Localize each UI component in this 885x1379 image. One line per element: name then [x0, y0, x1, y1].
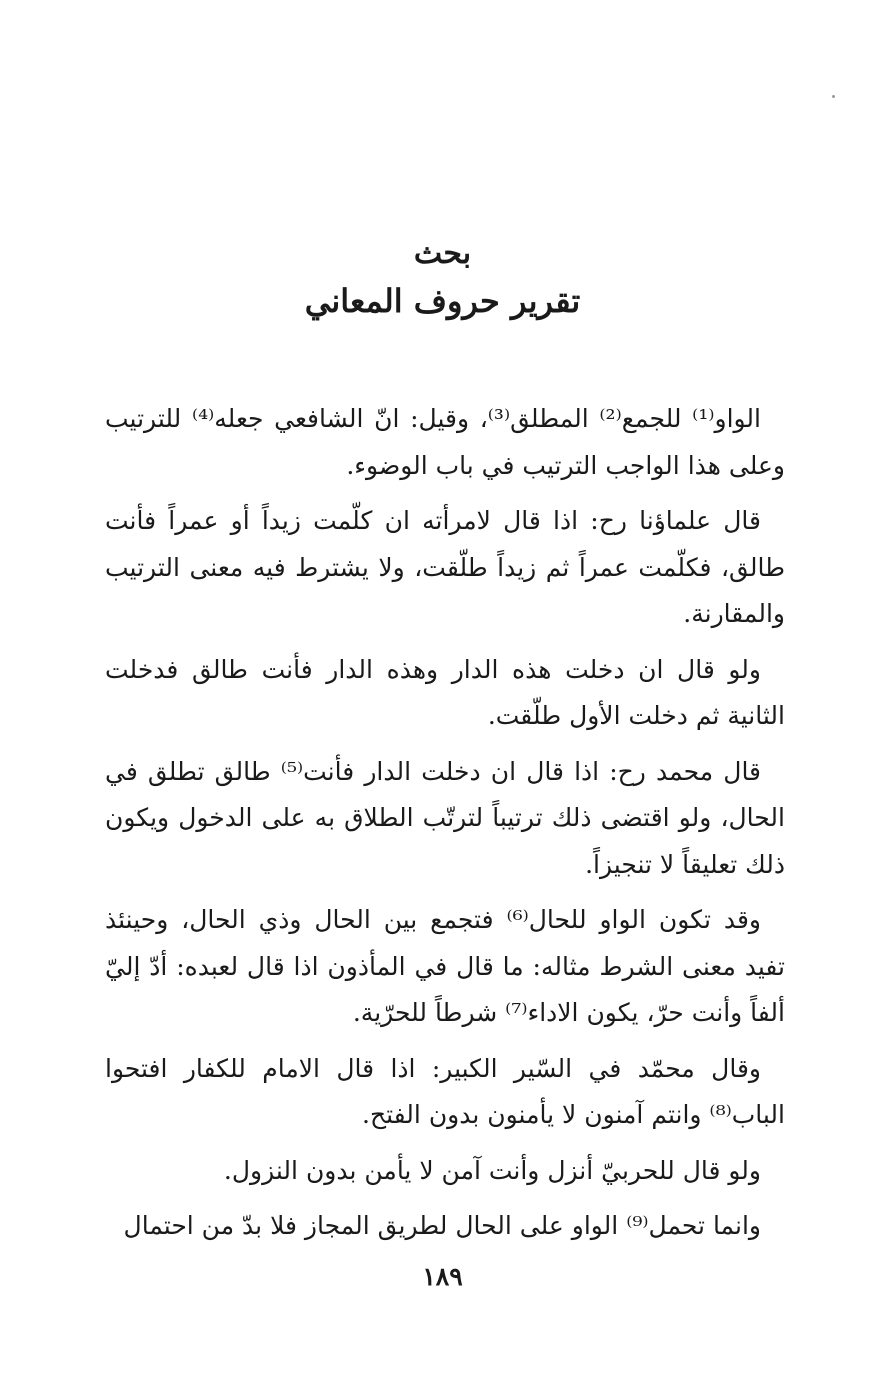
scan-speck [832, 95, 835, 98]
paragraph-3: ولو قال ان دخلت هذه الدار وهذه الدار فأنت طالق فدخلت الثانية ثم دخلت الأول طلّقت. [105, 654, 785, 730]
paragraph-7: ولو قال للحربيّ أنزل وأنت آمن لا يأمن بدون النزول. [223, 1155, 761, 1185]
paragraph-6: وقال محمّد في السّير الكبير: اذا قال الامام للكفار افتحوا الباب⁽⁸⁾ وانتم آمنون لا يأمنون بدون الفتح. [105, 1053, 785, 1129]
paragraph-4: قال محمد رح: اذا قال ان دخلت الدار فأنت⁽⁵⁾ طالق تطلق في الحال، ولو اقتضى ذلك ترتيباً لترتّب الطلاق به على الدخول ويكون ذلك تعليقاً لا تنجيزاً. [105, 756, 785, 879]
paragraph-8: وانما تحمل⁽⁹⁾ الواو على الحال لطريق المجاز فلا بدّ من احتمال [123, 1211, 761, 1240]
page-number: ١٨٩ [422, 1262, 463, 1291]
paragraph-5: وقد تكون الواو للحال⁽⁶⁾ فتجمع بين الحال وذي الحال، وحينئذ تفيد معنى الشرط مثاله: ما قال في المأذون اذا قال لعبده: أدّ إليّ ألفاً وأنت حرّ، يكون الاداء⁽⁷⁾ شرطاً للحرّية. [105, 905, 785, 1027]
section-title: تقرير حروف المعاني [304, 282, 581, 320]
paragraph-1: الواو⁽¹⁾ للجمع⁽²⁾ المطلق⁽³⁾، وقيل: انّ الشافعي جعله⁽⁴⁾ للترتيب وعلى هذا الواجب الترتيب في باب الوضوء. [105, 404, 785, 480]
paragraph-2: قال علماؤنا رح: اذا قال لامرأته ان كلّمت زيداً أو عمراً فأنت طالق، فكلّمت عمراً ثم زيداً طلّقت، ولا يشترط فيه معنى الترتيب والمقارنة. [105, 506, 785, 628]
section-label: بحث [413, 236, 472, 271]
body-text [105, 396, 785, 1259]
